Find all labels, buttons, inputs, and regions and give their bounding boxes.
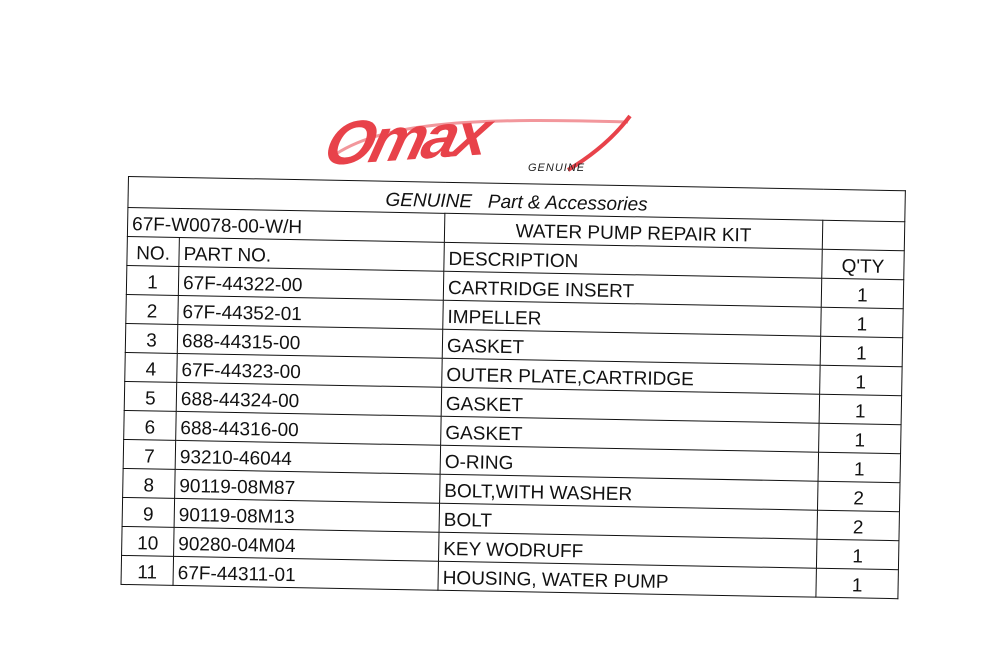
row-description: GASKET — [442, 329, 820, 365]
row-qty: 2 — [817, 481, 900, 511]
row-description: OUTER PLATE,CARTRIDGE — [442, 358, 820, 394]
header-title-rest: Part & Accessories — [487, 191, 648, 216]
row-qty: 1 — [821, 307, 904, 337]
row-description: BOLT,WITH WASHER — [440, 474, 818, 510]
row-qty: 1 — [819, 423, 902, 453]
row-no: 7 — [123, 439, 176, 469]
parts-sheet — [121, 176, 906, 599]
logo-subtitle: GENUINE — [528, 162, 586, 174]
row-no: 10 — [122, 526, 175, 556]
row-part-no: 90119-08M87 — [175, 469, 440, 503]
kit-description: WATER PUMP REPAIR KIT — [444, 213, 822, 249]
logo-brand-text: Omax — [317, 99, 495, 180]
row-description: GASKET — [441, 387, 819, 423]
col-part-header: PART NO. — [179, 237, 444, 271]
row-no: 6 — [124, 410, 177, 440]
row-qty: 1 — [820, 365, 903, 395]
row-qty: 1 — [820, 336, 903, 366]
row-part-no: 688-44315-00 — [177, 324, 442, 358]
row-description: O-RING — [440, 445, 818, 481]
row-qty: 1 — [821, 278, 904, 308]
row-no: 5 — [124, 381, 177, 411]
row-no: 11 — [121, 555, 174, 585]
row-description: KEY WODRUFF — [438, 532, 816, 568]
row-part-no: 688-44316-00 — [176, 411, 441, 445]
row-qty: 1 — [818, 452, 901, 482]
col-desc-header: DESCRIPTION — [444, 242, 822, 278]
col-qty-header: Q'TY — [822, 249, 905, 279]
omax-logo — [317, 99, 638, 182]
row-part-no: 67F-44311-01 — [173, 556, 438, 590]
header-title-main: GENUINE — [385, 189, 473, 213]
kit-qty-empty — [822, 220, 905, 250]
row-description: GASKET — [441, 416, 819, 452]
row-part-no: 67F-44352-01 — [178, 295, 443, 329]
row-no: 8 — [123, 468, 176, 498]
row-part-no: 67F-44322-00 — [178, 266, 443, 300]
row-description: IMPELLER — [443, 300, 821, 336]
row-part-no: 688-44324-00 — [176, 382, 441, 416]
parts-table — [121, 176, 906, 599]
row-part-no: 93210-46044 — [175, 440, 440, 474]
row-no: 2 — [126, 294, 179, 324]
row-qty: 1 — [816, 539, 899, 569]
row-description: HOUSING, WATER PUMP — [438, 561, 816, 597]
row-description: BOLT — [439, 503, 817, 539]
row-qty: 2 — [817, 510, 900, 540]
row-part-no: 90280-04M04 — [174, 527, 439, 561]
row-qty: 1 — [816, 568, 899, 598]
row-qty: 1 — [819, 394, 902, 424]
col-no-header: NO. — [127, 236, 180, 266]
row-description: CARTRIDGE INSERT — [443, 271, 821, 307]
row-no: 3 — [125, 323, 178, 353]
row-part-no: 90119-08M13 — [174, 498, 439, 532]
row-no: 4 — [125, 352, 178, 382]
row-no: 1 — [126, 265, 179, 295]
row-no: 9 — [122, 497, 175, 527]
kit-code: 67F-W0078-00-W/H — [127, 208, 444, 243]
row-part-no: 67F-44323-00 — [177, 353, 442, 387]
